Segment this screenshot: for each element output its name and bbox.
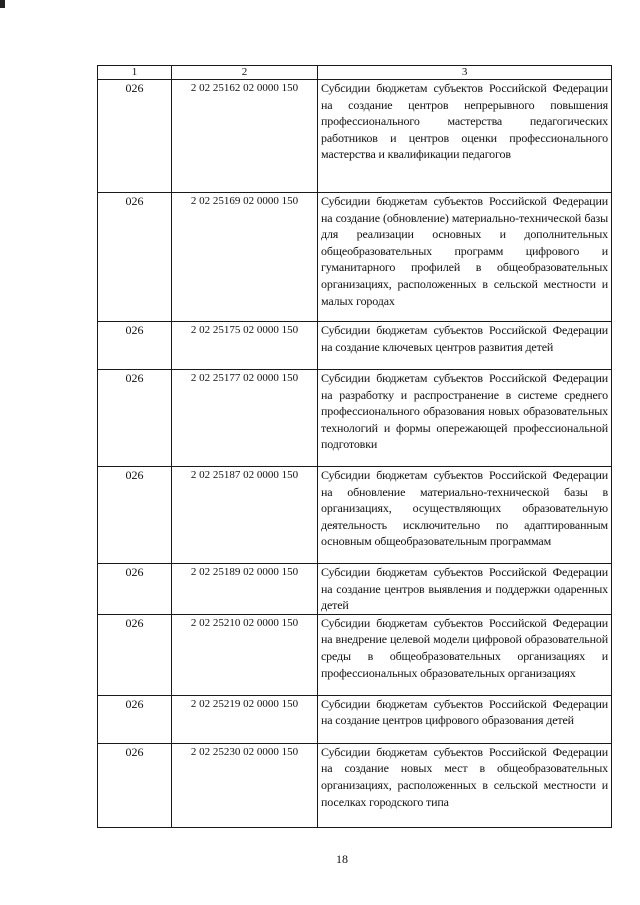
subsidy-description-cell: Субсидии бюджетам субъектов Российской Федерации на разработку и распространение в системе среднего профессионального образования новых образовательных технологий и формы опережающей профессиональной подготовки	[318, 370, 612, 467]
page-number: 18	[336, 852, 348, 866]
kbk-code-cell: 2 02 25219 02 0000 150	[172, 695, 318, 743]
table-row	[98, 80, 612, 193]
subsidy-description-cell: Субсидии бюджетам субъектов Российской Федерации на создание ключевых центров развития детей	[318, 322, 612, 370]
admin-code-cell: 026	[98, 695, 172, 743]
admin-code-cell: 026	[98, 322, 172, 370]
kbk-code-cell: 2 02 25187 02 0000 150	[172, 467, 318, 564]
admin-code-cell: 026	[98, 564, 172, 615]
table-row	[98, 743, 612, 827]
subsidy-description-cell: Субсидии бюджетам субъектов Российской Федерации на обновление материально-технической базы в организациях, осуществляющих образовательную деятельность исключительно по адаптированным основным общеобразовательным программам	[318, 467, 612, 564]
admin-code-cell: 026	[98, 370, 172, 467]
column-number-row	[98, 66, 612, 80]
kbk-code-cell: 2 02 25162 02 0000 150	[172, 80, 318, 193]
admin-code-cell: 026	[98, 193, 172, 322]
kbk-code-cell: 2 02 25189 02 0000 150	[172, 564, 318, 615]
kbk-code-cell: 2 02 25230 02 0000 150	[172, 743, 318, 827]
column-number-1: 1	[98, 66, 172, 80]
admin-code-cell: 026	[98, 467, 172, 564]
admin-code-cell: 026	[98, 743, 172, 827]
admin-code-cell: 026	[98, 80, 172, 193]
table-row	[98, 614, 612, 695]
table-row	[98, 695, 612, 743]
subsidy-description-cell: Субсидии бюджетам субъектов Российской Федерации на создание (обновление) материально-технической базы для реализации основных и дополнительных общеобразовательных программ цифрового и гуманитарного профилей в общеобразовательных организациях, расположенных в сельской местности и малых городах	[318, 193, 612, 322]
subsidy-description-cell: Субсидии бюджетам субъектов Российской Федерации на создание центров непрерывного повышения профессионального мастерства педагогических работников и центров оценки профессионального мастерства и квалификации педагогов	[318, 80, 612, 193]
kbk-code-cell: 2 02 25177 02 0000 150	[172, 370, 318, 467]
kbk-code-cell: 2 02 25169 02 0000 150	[172, 193, 318, 322]
admin-code-cell: 026	[98, 614, 172, 695]
column-number-3: 3	[318, 66, 612, 80]
budget-classification-table	[97, 65, 612, 828]
column-number-2: 2	[172, 66, 318, 80]
kbk-code-cell: 2 02 25210 02 0000 150	[172, 614, 318, 695]
kbk-code-cell: 2 02 25175 02 0000 150	[172, 322, 318, 370]
subsidy-description-cell: Субсидии бюджетам субъектов Российской Федерации на внедрение целевой модели цифровой образовательной среды в общеобразовательных организациях и профессиональных образовательных организациях	[318, 614, 612, 695]
scan-corner-mark	[0, 0, 5, 8]
subsidy-description-cell: Субсидии бюджетам субъектов Российской Федерации на создание центров выявления и поддержки одаренных детей	[318, 564, 612, 615]
table-row	[98, 467, 612, 564]
table-row	[98, 564, 612, 615]
table-row	[98, 193, 612, 322]
table-row	[98, 322, 612, 370]
table-row	[98, 370, 612, 467]
subsidy-description-cell: Субсидии бюджетам субъектов Российской Федерации на создание центров цифрового образования детей	[318, 695, 612, 743]
subsidy-description-cell: Субсидии бюджетам субъектов Российской Федерации на создание новых мест в общеобразовательных организациях, расположенных в сельской местности и поселках городского типа	[318, 743, 612, 827]
